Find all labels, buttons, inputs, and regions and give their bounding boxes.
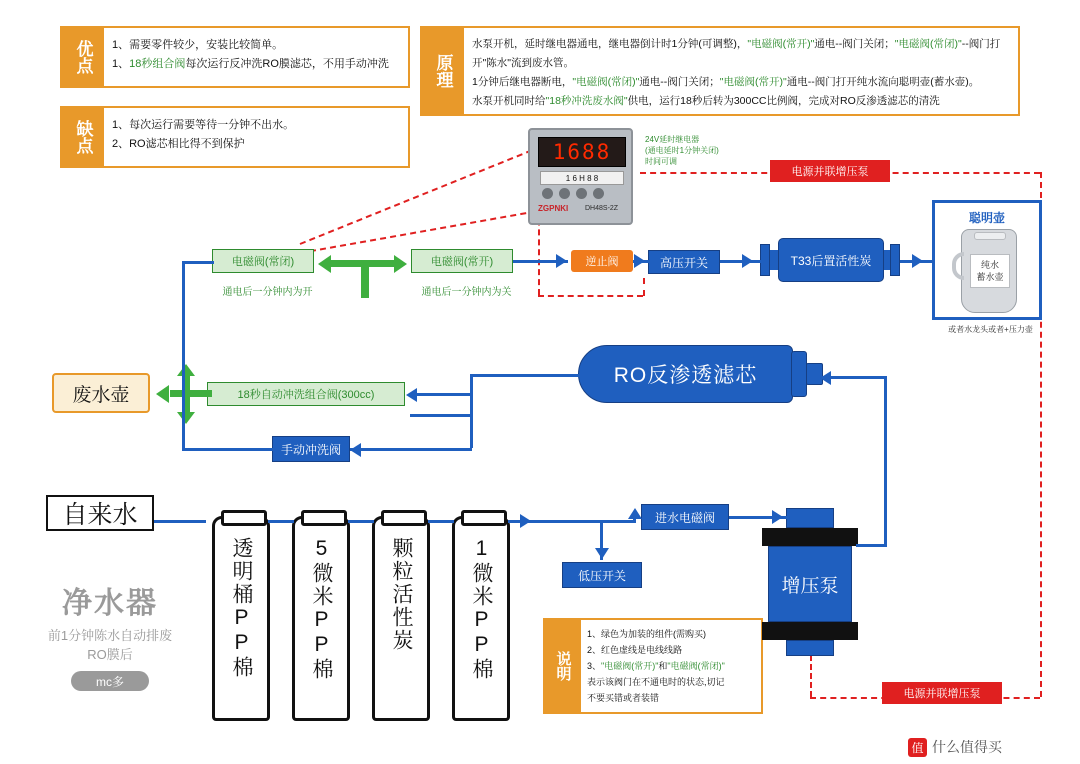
pipe-manual-flush-left-v <box>182 406 185 448</box>
pipe-manual-flush-right-h <box>350 448 472 451</box>
panel-disadvantages-tab-label: 缺点 <box>73 120 93 154</box>
waste-pot <box>52 373 150 413</box>
relay-sub-digits-text: 1 6 H 8 8 <box>565 173 599 183</box>
smart-pot-illustration <box>961 229 1017 313</box>
filter-2 <box>292 516 350 721</box>
wire-to-solenoid-nc-2 <box>300 209 547 254</box>
ro-membrane-label: RO反渗透滤芯 <box>613 364 758 387</box>
pipe-manual-flush-right-v <box>470 414 473 448</box>
title-main: 净水器 <box>62 587 158 620</box>
booster-pump <box>762 508 858 656</box>
panel-principle-line-3: 水泵开机同时给"18秒冲洗废水阀"供电，运行18秒后转为300CC比例阀，完成对RO反渗透滤芯的清洗 <box>472 95 940 107</box>
panel-advantages-highlight: 18秒组合阀 <box>129 58 186 70</box>
watermark-logo <box>908 738 927 757</box>
auto-flush-valve <box>207 382 405 406</box>
solenoid-valve-nc <box>212 249 314 273</box>
low-pressure-switch-label: 低压开关 <box>577 568 626 583</box>
panel-advantages-line-2: 1、18秒组合阀每次运行反冲洗RO膜滤芯，不用手动冲洗 <box>112 58 389 70</box>
panel-disadvantages-body <box>112 116 407 154</box>
filter-3-label: 颗粒活性炭 <box>390 537 414 652</box>
power-parallel-top-label <box>770 160 890 182</box>
filter-3-cap <box>381 510 427 526</box>
manual-flush-valve <box>272 436 350 462</box>
check-valve <box>571 250 633 272</box>
panel-advantages-tab <box>62 28 104 86</box>
panel-principle-tab-label: 原理 <box>433 54 453 88</box>
smart-pot-title-text: 聪明壶 <box>968 210 1005 225</box>
high-pressure-switch-label: 高压开关 <box>659 255 708 270</box>
panel-principle-tab <box>422 28 464 114</box>
pipe-hps-to-t33 <box>720 260 762 263</box>
arrow-inlet-solenoid <box>628 508 642 519</box>
panel-advantages <box>60 26 410 88</box>
solenoid-valve-nc-label: 电磁阀(常闭) <box>231 256 295 268</box>
panel-advantages-tab-label: 优点 <box>73 40 93 74</box>
auto-flush-valve-label: 18秒自动冲洗组合阀(300cc) <box>237 389 375 401</box>
arrow-f4-right <box>520 514 531 528</box>
arrow-no-to-check <box>556 254 567 268</box>
relay-note-line-2: (通电延时1分钟关闭) <box>645 146 719 155</box>
watermark-logo-text: 值 <box>911 740 924 755</box>
arrow-manual-flush <box>350 443 361 457</box>
tap-water-label <box>46 495 154 531</box>
relay-model: DH48S-2Z <box>585 205 619 212</box>
filter-3 <box>372 516 430 721</box>
inlet-solenoid-valve-label: 进水电磁阀 <box>654 510 715 525</box>
panel-principle-line-1: 水泵开机，延时继电器通电，继电器倒计时1分钟(可调整)，"电磁阀(常开)"通电--阀门关闭；"电磁阀(常闭)"--阀门打开"陈水"流到废水管。 <box>472 38 1001 69</box>
smart-pot-title <box>935 209 1039 225</box>
pipe-manual-flush-h <box>182 448 274 451</box>
power-parallel-bottom-label <box>882 682 1002 704</box>
filter-4-cap <box>461 510 507 526</box>
tap-water-text: 自来水 <box>62 501 138 529</box>
relay-brand: ZGPNKI <box>538 204 569 213</box>
filter-4 <box>452 516 510 721</box>
solenoid-valve-no-label: 电磁阀(常开) <box>430 256 494 268</box>
pipe-flush-in <box>410 393 472 396</box>
panel-principle-line-2: 1分钟后继电器断电，"电磁阀(常闭)"通电--阀门关闭；"电磁阀(常开)"通电--阀门打开纯水流向聪明壶(蓄水壶)。 <box>472 76 980 88</box>
pipe-flush-bottom <box>410 414 473 417</box>
arrow-right-to-ro <box>820 371 831 385</box>
relay-display-value: 1688 <box>552 140 612 164</box>
panel-advantages-body <box>112 36 407 74</box>
pipe-tap-to-filters <box>154 520 206 523</box>
solenoid-valve-no-note: 通电后一分钟内为关 <box>421 287 512 298</box>
relay-knob-2[interactable] <box>559 188 570 199</box>
pipe-right-to-ro <box>822 376 886 379</box>
smart-pot-body-line-2: 蓄水壶 <box>976 272 1004 282</box>
panel-disadvantages-tab <box>62 108 104 166</box>
panel-principle <box>420 26 1020 116</box>
arrow-t33-to-pot <box>912 254 923 268</box>
filter-1-cap <box>221 510 267 526</box>
panel-notes-line-5: 不要买错或者装错 <box>587 693 660 703</box>
pipe-pump-right-v <box>884 376 887 546</box>
smart-pot-box <box>932 200 1042 320</box>
check-valve-label: 逆止阀 <box>585 256 619 268</box>
power-parallel-bottom-text: 电源并联增压泵 <box>903 688 981 700</box>
panel-notes-line-2: 2、红色虚线是电线线路 <box>587 645 683 655</box>
relay-sub-digits <box>540 171 624 185</box>
delay-relay-device <box>528 128 633 225</box>
smart-pot-caption: 或者水龙头或者+压力壶 <box>948 325 1033 334</box>
filter-4-label: 1微米PP棉 <box>470 537 494 681</box>
relay-knob-4[interactable] <box>593 188 604 199</box>
arrow-hps-to-t33 <box>742 254 753 268</box>
wire-solenoid-no-vertical <box>643 278 645 296</box>
green-tee-waste <box>160 368 212 420</box>
panel-notes-body <box>587 626 761 706</box>
filter-2-cap <box>301 510 347 526</box>
ro-membrane <box>578 345 823 403</box>
panel-notes <box>543 618 763 714</box>
pipe-ro-to-flush-h <box>470 374 580 377</box>
title-badge-text: mc多 <box>96 674 124 689</box>
title-sub-2: RO膜后 <box>87 647 133 662</box>
arrow-check-to-hps <box>634 254 645 268</box>
pipe-f1-f2 <box>268 520 294 523</box>
waste-pot-label: 废水壶 <box>72 384 130 406</box>
smart-pot-body-line-1: 纯水 <box>980 260 999 270</box>
panel-disadvantages <box>60 106 410 168</box>
panel-notes-line-1: 1、绿色为加装的组件(需购买) <box>587 629 707 639</box>
relay-note-line-1: 24V延时继电器 <box>645 135 700 144</box>
pipe-f3-f4 <box>428 520 454 523</box>
low-pressure-switch <box>562 562 642 588</box>
solenoid-valve-no <box>411 249 513 273</box>
pipe-f2-f3 <box>348 520 374 523</box>
relay-display <box>538 137 626 167</box>
relay-knob-row <box>542 188 622 200</box>
panel-notes-line-4: 表示该阀门在不通电时的状态,切记 <box>587 677 725 687</box>
pipe-left-riser-top <box>182 261 214 264</box>
pipe-left-riser <box>182 262 185 408</box>
panel-principle-body <box>472 35 1017 111</box>
wire-relay-bottom <box>538 295 643 297</box>
panel-disadvantages-line-2: 2、RO滤芯相比得不到保护 <box>112 138 245 150</box>
filter-1 <box>212 516 270 721</box>
arrow-inlet-to-pump <box>772 510 783 524</box>
panel-disadvantages-line-1: 1、每次运行需要等待一分钟不出水。 <box>112 119 295 131</box>
panel-notes-line-3: 3、"电磁阀(常开)"和"电磁阀(常闭)" <box>587 661 725 671</box>
t33-cartridge <box>760 238 900 282</box>
green-tee-junction <box>330 250 400 298</box>
panel-notes-tab <box>545 620 581 712</box>
manual-flush-valve-label: 手动冲洗阀 <box>280 442 341 457</box>
inlet-solenoid-valve <box>641 504 729 530</box>
panel-advantages-line-1: 1、需要零件较少，安装比较简单。 <box>112 39 284 51</box>
relay-knob-1[interactable] <box>542 188 553 199</box>
t33-cartridge-label: T33后置活性炭 <box>790 253 872 268</box>
title-badge <box>71 671 149 691</box>
booster-pump-label: 增压泵 <box>781 575 839 597</box>
high-pressure-switch <box>648 250 720 274</box>
relay-note-line-3: 时间可调 <box>645 157 677 166</box>
filter-1-label: 透明桶PP棉 <box>230 537 254 679</box>
solenoid-valve-nc-note: 通电后一分钟内为开 <box>222 287 313 298</box>
title-sub-1: 前1分钟陈水自动排废 <box>47 628 173 643</box>
pipe-pump-right-h <box>856 544 887 547</box>
watermark <box>908 736 1058 758</box>
power-parallel-top-text: 电源并联增压泵 <box>791 166 869 178</box>
wire-pump-vertical <box>810 655 812 697</box>
relay-note <box>645 134 775 167</box>
panel-notes-tab-label: 说明 <box>554 651 572 681</box>
watermark-text: 什么值得买 <box>932 739 1002 755</box>
relay-knob-3[interactable] <box>576 188 587 199</box>
title-block <box>30 578 190 691</box>
filter-2-label: 5微米PP棉 <box>310 537 334 681</box>
arrow-lowpressure <box>595 548 609 559</box>
